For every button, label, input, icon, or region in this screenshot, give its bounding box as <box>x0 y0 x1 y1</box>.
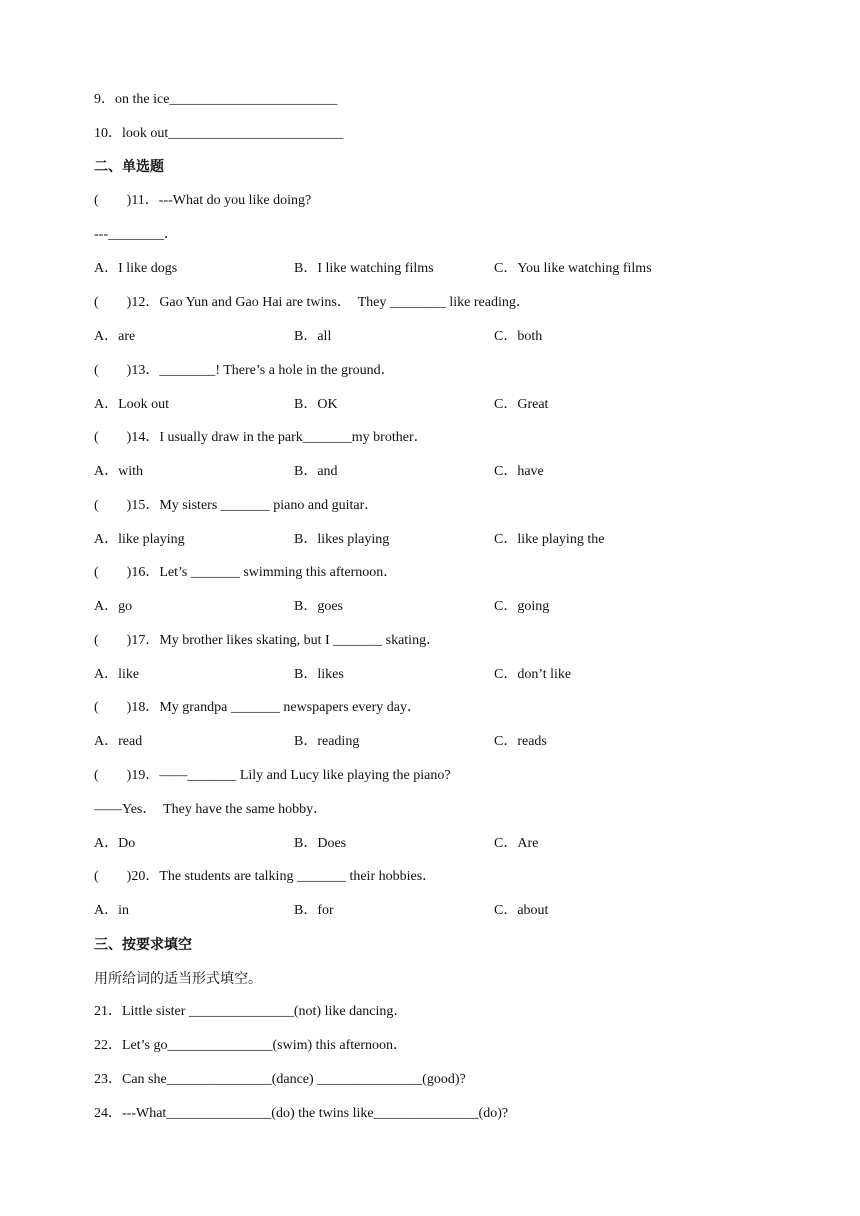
question-13: ( )13．________! There’s a hole in the ground． <box>94 363 395 378</box>
option-c: C．Are <box>494 836 539 851</box>
option-a: A．in <box>94 903 129 918</box>
question-12: ( )12．Gao Yun and Gao Hai are twins． They ________ like reading． <box>94 295 530 310</box>
question-19-response: ——Yes． They have the same hobby． <box>94 802 328 817</box>
option-b: B．and <box>294 464 338 479</box>
item-10: 10．look out_________________________ <box>94 126 344 141</box>
question-11-answer-line: ---________． <box>94 227 178 242</box>
option-c: C．Great <box>494 397 549 412</box>
section-instruction: 用所给词的适当形式填空。 <box>94 971 262 987</box>
option-b: B．for <box>294 903 334 918</box>
option-b: B．goes <box>294 599 343 614</box>
option-b: B．I like watching films <box>294 261 434 276</box>
option-c: C．going <box>494 599 550 614</box>
question-14: ( )14．I usually draw in the park_______my brother． <box>94 430 428 445</box>
section-heading-multiple-choice: 二、单选题 <box>94 159 164 175</box>
option-a: A．with <box>94 464 143 479</box>
option-b: B．likes playing <box>294 532 390 547</box>
option-a: A．read <box>94 734 143 749</box>
option-c: C．reads <box>494 734 547 749</box>
option-a: A．like <box>94 667 140 682</box>
question-19: ( )19．——_______ Lily and Lucy like playing the piano? <box>94 768 451 783</box>
option-a: A．like playing <box>94 532 185 547</box>
question-22: 22．Let’s go_______________(swim) this afternoon． <box>94 1038 408 1053</box>
option-a: A．I like dogs <box>94 261 178 276</box>
option-c: C．don’t like <box>494 667 572 682</box>
question-17: ( )17．My brother likes skating, but I _______ skating． <box>94 633 441 648</box>
question-11: ( )11．---What do you like doing? <box>94 193 312 208</box>
question-20: ( )20．The students are talking _______ their hobbies． <box>94 869 437 884</box>
option-a: A．Look out <box>94 397 170 412</box>
option-a: A．are <box>94 329 136 344</box>
option-c: C．about <box>494 903 549 918</box>
option-c: C．have <box>494 464 544 479</box>
option-b: B．reading <box>294 734 360 749</box>
question-23: 23．Can she_______________(dance) _______________(good)? <box>94 1072 466 1087</box>
option-a: A．go <box>94 599 133 614</box>
option-b: B．likes <box>294 667 344 682</box>
question-16: ( )16．Let’s _______ swimming this afternoon． <box>94 565 398 580</box>
question-18: ( )18．My grandpa _______ newspapers every day． <box>94 700 421 715</box>
question-24: 24．---What_______________(do) the twins like_______________(do)? <box>94 1106 509 1121</box>
option-a: A．Do <box>94 836 136 851</box>
option-c: C．both <box>494 329 543 344</box>
option-b: B．Does <box>294 836 347 851</box>
option-c: C．You like watching films <box>494 261 652 276</box>
option-c: C．like playing the <box>494 532 605 547</box>
option-b: B．OK <box>294 397 338 412</box>
item-9: 9．on the ice________________________ <box>94 92 338 107</box>
question-15: ( )15．My sisters _______ piano and guitar． <box>94 498 379 513</box>
section-heading-fill-in: 三、按要求填空 <box>94 937 192 953</box>
option-b: B．all <box>294 329 332 344</box>
question-21: 21．Little sister _______________(not) like dancing． <box>94 1004 408 1019</box>
